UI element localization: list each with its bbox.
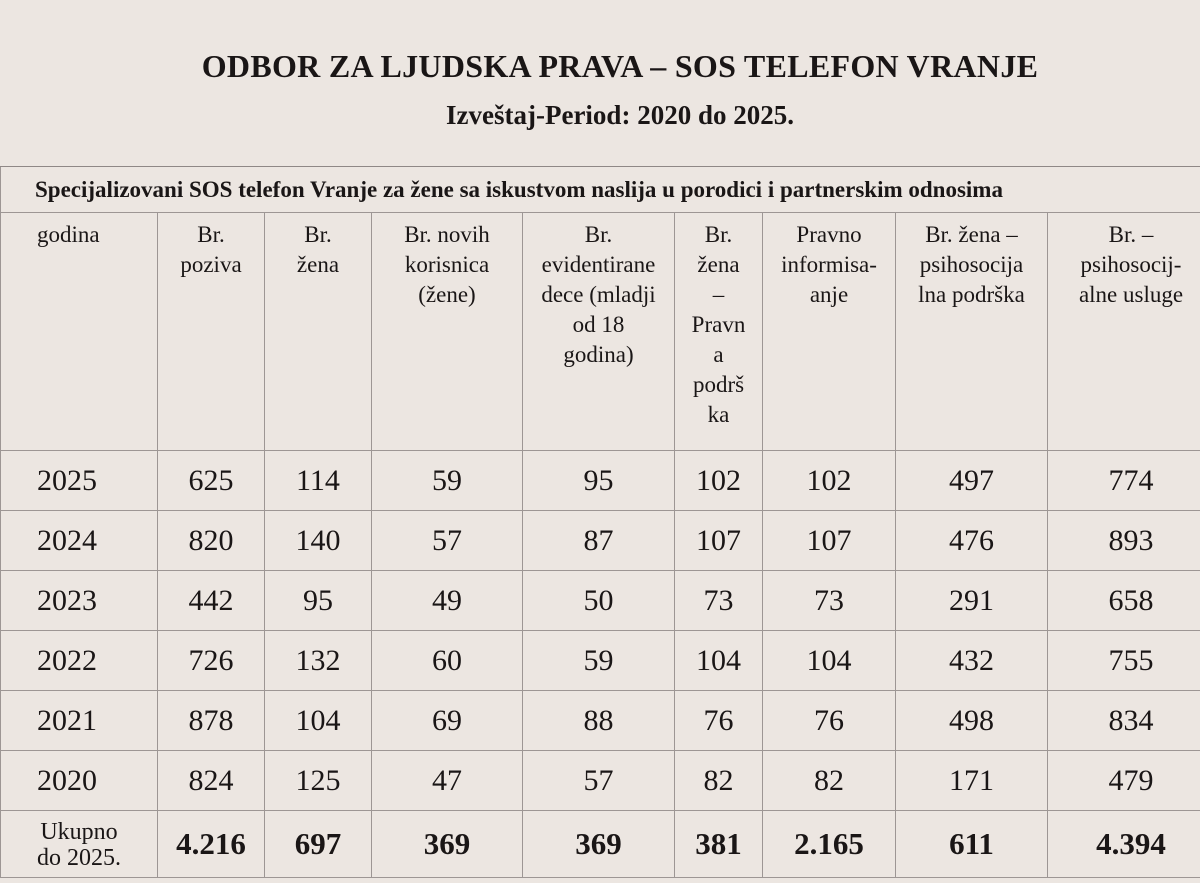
- table-row: [1, 631, 1200, 691]
- total-label-line: Ukupno: [40, 819, 118, 845]
- column-header: [523, 213, 675, 451]
- year-cell: 2024: [1, 511, 158, 571]
- value-cell: 59: [523, 631, 675, 691]
- value-cell: 87: [523, 511, 675, 571]
- value-cell: 442: [158, 571, 265, 631]
- column-header-line: godina): [563, 342, 634, 367]
- column-header-line: Br. novih: [404, 222, 490, 247]
- column-header-line: psihosocija: [919, 252, 1024, 277]
- total-label-line: do 2025.: [37, 845, 121, 871]
- total-value-cell: 369: [523, 811, 675, 878]
- value-cell: 104: [675, 631, 763, 691]
- column-header: [372, 213, 523, 451]
- table-row: [1, 571, 1200, 631]
- value-cell: 479: [1048, 751, 1200, 811]
- value-cell: 107: [675, 511, 763, 571]
- value-cell: 50: [523, 571, 675, 631]
- value-cell: 59: [372, 451, 523, 511]
- column-header-line: psihosocij-: [1080, 252, 1182, 277]
- column-header-line: Br. žena –: [925, 222, 1018, 247]
- value-cell: 774: [1048, 451, 1200, 511]
- column-header: [675, 213, 763, 451]
- column-header-line: podrš: [692, 372, 745, 397]
- column-header-line: anje: [809, 282, 849, 307]
- value-cell: 76: [675, 691, 763, 751]
- value-cell: 95: [265, 571, 372, 631]
- value-cell: 47: [372, 751, 523, 811]
- value-cell: 726: [158, 631, 265, 691]
- column-header-line: Br.: [197, 222, 225, 247]
- value-cell: 104: [265, 691, 372, 751]
- column-header-line: lna podrška: [918, 282, 1025, 307]
- value-cell: 171: [896, 751, 1048, 811]
- value-cell: 432: [896, 631, 1048, 691]
- column-header-line: Pravn: [691, 312, 746, 337]
- total-value-cell: 697: [265, 811, 372, 878]
- value-cell: 104: [763, 631, 896, 691]
- column-header-line: Br.: [584, 222, 613, 247]
- table-row: [1, 451, 1200, 511]
- column-header-line: godina: [37, 222, 100, 247]
- year-cell: 2025: [1, 451, 158, 511]
- value-cell: 497: [896, 451, 1048, 511]
- value-cell: 878: [158, 691, 265, 751]
- value-cell: 57: [523, 751, 675, 811]
- value-cell: 476: [896, 511, 1048, 571]
- table-caption-row: [1, 167, 1200, 213]
- column-header-line: žena: [697, 252, 740, 277]
- year-cell: 2023: [1, 571, 158, 631]
- total-value-cell: 611: [896, 811, 1048, 878]
- value-cell: 107: [763, 511, 896, 571]
- value-cell: 82: [675, 751, 763, 811]
- column-header: [265, 213, 372, 451]
- column-header-line: informisa-: [781, 252, 877, 277]
- report-table: [0, 166, 1200, 878]
- column-header-line: Pravno: [796, 222, 862, 247]
- total-value-cell: 4.216: [158, 811, 265, 878]
- year-cell: 2020: [1, 751, 158, 811]
- total-label: [1, 811, 158, 878]
- value-cell: 824: [158, 751, 265, 811]
- column-header-line: žena: [296, 252, 340, 277]
- column-header-line: ka: [707, 402, 730, 427]
- value-cell: 73: [763, 571, 896, 631]
- value-cell: 95: [523, 451, 675, 511]
- value-cell: 820: [158, 511, 265, 571]
- value-cell: 102: [675, 451, 763, 511]
- column-header-line: alne usluge: [1078, 282, 1184, 307]
- column-header-line: (žene): [418, 282, 476, 307]
- value-cell: 834: [1048, 691, 1200, 751]
- column-header: [1048, 213, 1200, 451]
- table-row: [1, 511, 1200, 571]
- value-cell: 82: [763, 751, 896, 811]
- value-cell: 69: [372, 691, 523, 751]
- column-header-line: korisnica: [404, 252, 490, 277]
- column-header-line: Br. –: [1108, 222, 1154, 247]
- total-value-cell: 4.394: [1048, 811, 1200, 878]
- value-cell: 73: [675, 571, 763, 631]
- value-cell: 132: [265, 631, 372, 691]
- total-value-cell: 381: [675, 811, 763, 878]
- value-cell: 49: [372, 571, 523, 631]
- value-cell: 625: [158, 451, 265, 511]
- column-header-line: –: [712, 282, 725, 307]
- column-header: [1, 213, 158, 451]
- value-cell: 755: [1048, 631, 1200, 691]
- value-cell: 57: [372, 511, 523, 571]
- total-row: [1, 811, 1200, 878]
- value-cell: 88: [523, 691, 675, 751]
- document-title: ODBOR ZA LJUDSKA PRAVA – SOS TELEFON VRANJE: [201, 48, 1039, 84]
- value-cell: 291: [896, 571, 1048, 631]
- column-header-line: a: [713, 342, 724, 367]
- column-header-line: poziva: [180, 252, 242, 277]
- column-header: [896, 213, 1048, 451]
- table-caption: Specijalizovani SOS telefon Vranje za žene sa iskustvom naslija u porodici i partnerskim odnosima: [1, 167, 1200, 213]
- table-header-row: [1, 213, 1200, 451]
- value-cell: 76: [763, 691, 896, 751]
- value-cell: 102: [763, 451, 896, 511]
- value-cell: 114: [265, 451, 372, 511]
- document-subtitle: Izveštaj-Period: 2020 do 2025.: [446, 100, 794, 130]
- value-cell: 125: [265, 751, 372, 811]
- column-header-line: evidentirane: [541, 252, 656, 277]
- column-header-line: dece (mladji: [541, 282, 656, 307]
- value-cell: 893: [1048, 511, 1200, 571]
- table-row: [1, 751, 1200, 811]
- column-header-line: Br.: [704, 222, 733, 247]
- column-header: [763, 213, 896, 451]
- year-cell: 2021: [1, 691, 158, 751]
- column-header-line: Br.: [304, 222, 332, 247]
- value-cell: 498: [896, 691, 1048, 751]
- value-cell: 60: [372, 631, 523, 691]
- total-value-cell: 369: [372, 811, 523, 878]
- column-header-line: od 18: [572, 312, 625, 337]
- column-header: [158, 213, 265, 451]
- value-cell: 140: [265, 511, 372, 571]
- value-cell: 658: [1048, 571, 1200, 631]
- total-value-cell: 2.165: [763, 811, 896, 878]
- year-cell: 2022: [1, 631, 158, 691]
- table-row: [1, 691, 1200, 751]
